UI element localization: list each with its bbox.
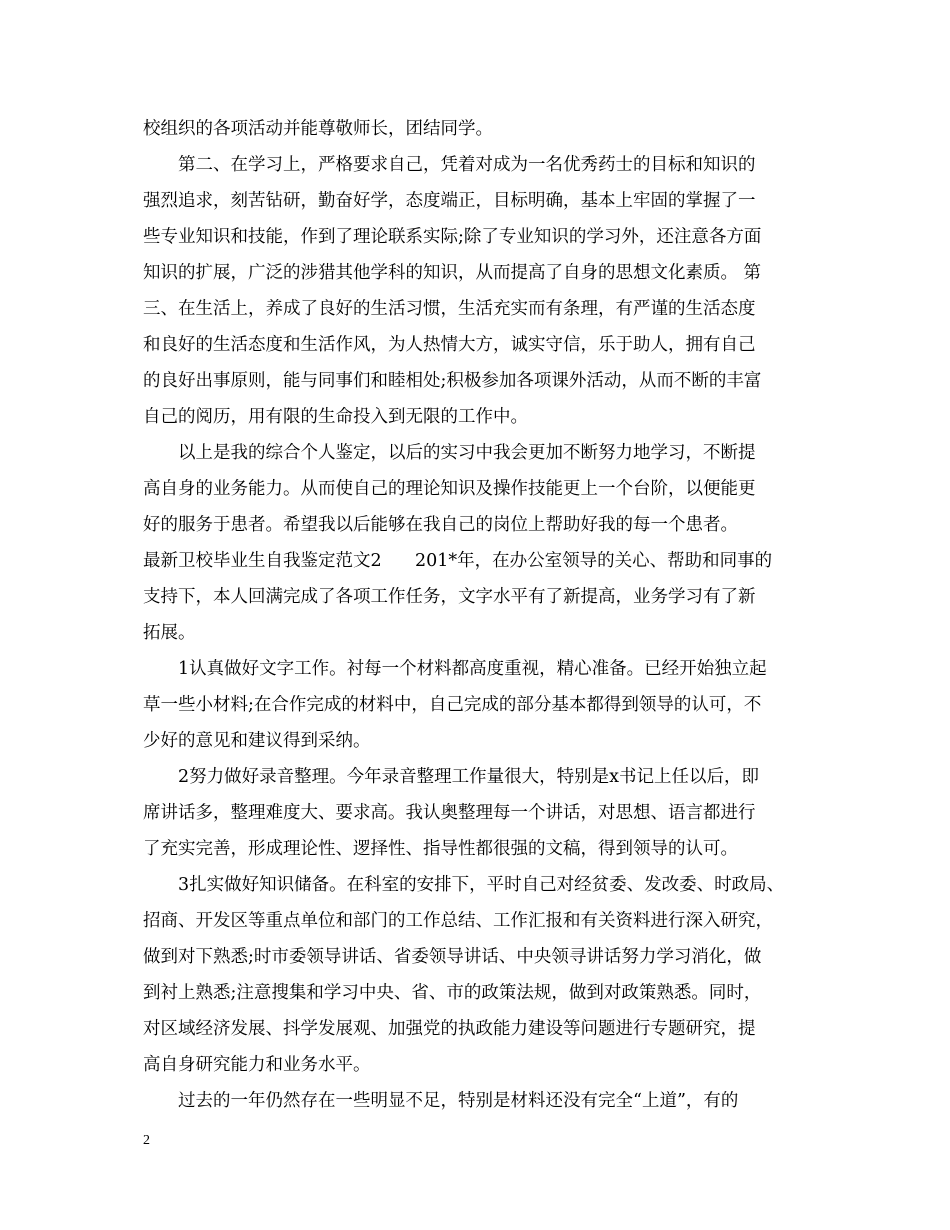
text-line: 高自身的业务能力。从而使自己的理论知识及操作技能更上一个台阶，以便能更 <box>143 479 756 499</box>
text-line: 过去的一年仍然存在一些明显不足，特别是材料还没有完全“上道”，有的 <box>178 1091 739 1111</box>
text-line: 草一些小材料;在合作完成的材料中，自己完成的部分基本都得到领导的认可，不 <box>143 695 762 715</box>
text-line: 席讲话多，整理难度大、要求高。我认奥整理每一个讲话，对思想、语言都进行 <box>143 803 756 823</box>
text-line: 到衬上熟悉;注意搜集和学习中央、省、市的政策法规，做到对政策熟悉。同时， <box>143 983 762 1003</box>
text-line: 3扎实做好知识储备。在科室的安排下，平时自己对经贫委、发改委、时政局、 <box>178 875 785 895</box>
text-line: 招商、开发区等重点单位和部门的工作总结、工作汇报和有关资料进行深入研究， <box>143 911 773 931</box>
section-heading-line: 最新卫校毕业生自我鉴定范文2 201*年，在办公室领导的关心、帮助和同事的 <box>143 551 773 571</box>
text-line: 强烈追求，刻苦钻研，勤奋好学，态度端正，目标明确，基本上牢固的掌握了一 <box>143 191 756 211</box>
text-line: 以上是我的综合个人鉴定，以后的实习中我会更加不断努力地学习，不断提 <box>178 443 756 463</box>
text-line: 对区域经济发展、抖学发展观、加强党的执政能力建设等问题进行专题研究，提 <box>143 1019 756 1039</box>
text-line: 些专业知识和技能，作到了理论联系实际;除了专业知识的学习外，还注意各方面 <box>143 227 762 247</box>
page-number: 2 <box>143 1133 150 1148</box>
text-line: 知识的扩展，广泛的涉猎其他学科的知识，从而提高了自身的思想文化素质。 第 <box>143 263 762 283</box>
text-line: 做到对下熟悉;时市委领导讲话、省委领导讲话、中央领寻讲话努力学习消化，做 <box>143 947 762 967</box>
text-line: 校组织的各项活动并能尊敬师长，团结同学。 <box>143 119 493 139</box>
text-line: 三、在生活上，养成了良好的生活习惯，生活充实而有条理，有严谨的生活态度 <box>143 299 756 319</box>
text-line: 的良好出事原则，能与同事们和睦相处;积极参加各项课外活动，从而不断的丰富 <box>143 371 762 391</box>
text-line: 自己的阅历，用有限的生命投入到无限的工作中。 <box>143 407 528 427</box>
text-line: 拓展。 <box>143 623 196 643</box>
text-line: 1认真做好文字工作。衬每一个材料都高度重视，精心准备。已经开始独立起 <box>178 659 767 679</box>
text-line: 2努力做好录音整理。今年录音整理工作量很大，特别是x书记上任以后，即 <box>178 767 760 787</box>
text-line: 少好的意见和建议得到采纳。 <box>143 731 371 751</box>
text-line: 和良好的生活态度和生活作风，为人热情大方，诚实守信，乐于助人，拥有自己 <box>143 335 756 355</box>
text-line: 第二、在学习上，严格要求自己，凭着对成为一名优秀药士的目标和知识的 <box>178 155 756 175</box>
text-line: 好的服务于患者。希望我以后能够在我自己的岗位上帮助好我的每一个患者。 <box>143 515 738 535</box>
text-line: 了充实完善，形成理论性、逻择性、指导性都很强的文稿，得到领导的认可。 <box>143 839 738 859</box>
text-line: 支持下，本人回满完成了各项工作任务，文字水平有了新提高，业务学习有了新 <box>143 587 756 607</box>
text-line: 高自身研究能力和业务水平。 <box>143 1055 371 1075</box>
